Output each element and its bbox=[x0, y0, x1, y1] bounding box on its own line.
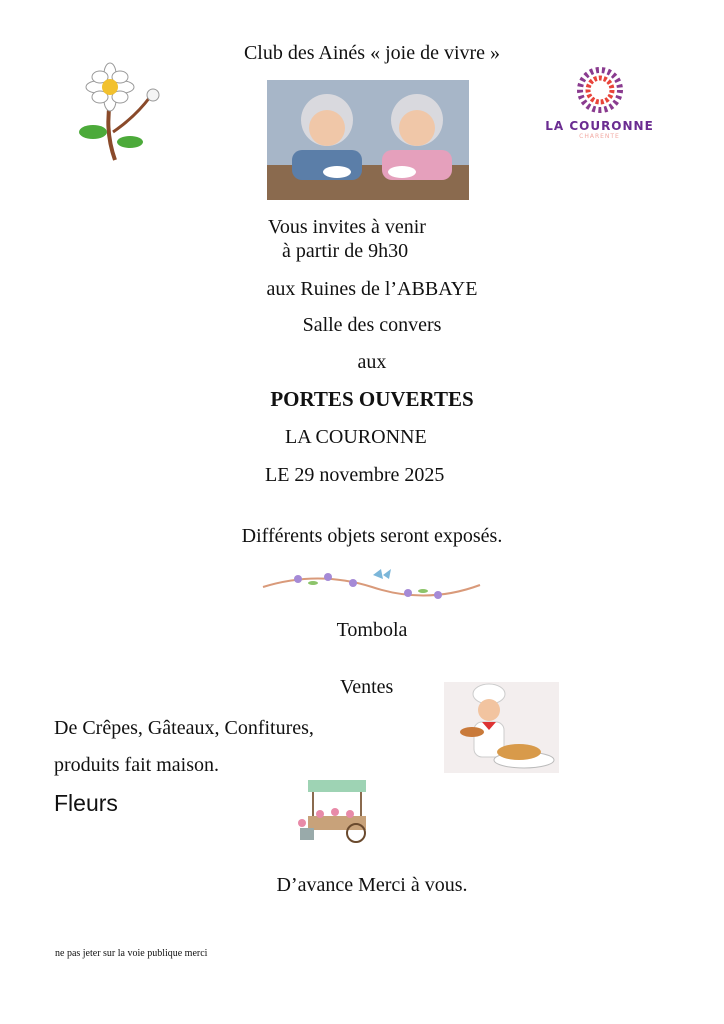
club-title: Club des Ainés « joie de vivre » bbox=[243, 42, 501, 64]
flower-cart-image bbox=[290, 778, 385, 848]
tombola-line: Tombola bbox=[336, 619, 408, 641]
chef-pastries-image bbox=[444, 682, 559, 773]
objects-line: Différents objets seront exposés. bbox=[241, 525, 503, 547]
invite-line: Vous invites à venir bbox=[268, 216, 426, 238]
event-title: PORTES OUVERTES bbox=[270, 387, 474, 411]
room-line: Salle des convers bbox=[302, 314, 442, 336]
thanks-line: D’avance Merci à vous. bbox=[276, 874, 468, 896]
la-couronne-logo bbox=[512, 66, 687, 140]
aux-line: aux bbox=[357, 351, 387, 373]
grandmothers-coffee-image bbox=[267, 80, 469, 200]
place-line: aux Ruines de l’ABBAYE bbox=[266, 278, 478, 300]
time-line: à partir de 9h30 bbox=[282, 240, 409, 262]
items-line-1: De Crêpes, Gâteaux, Confitures, bbox=[54, 717, 314, 739]
floral-ornament-divider bbox=[258, 565, 486, 605]
items-line-2: produits fait maison. bbox=[54, 754, 219, 776]
logo-sub: CHARENTE bbox=[579, 133, 620, 140]
crown-dots-icon bbox=[565, 66, 635, 114]
fleurs-line: Fleurs bbox=[54, 790, 118, 816]
footer-note: ne pas jeter sur la voie publique merci bbox=[55, 948, 208, 959]
daisy-flower-image bbox=[75, 62, 165, 162]
town-line: LA COURONNE bbox=[285, 426, 427, 448]
ventes-line: Ventes bbox=[340, 676, 394, 698]
date-line: LE 29 novembre 2025 bbox=[265, 464, 445, 486]
logo-name: LA COURONNE bbox=[545, 119, 654, 133]
